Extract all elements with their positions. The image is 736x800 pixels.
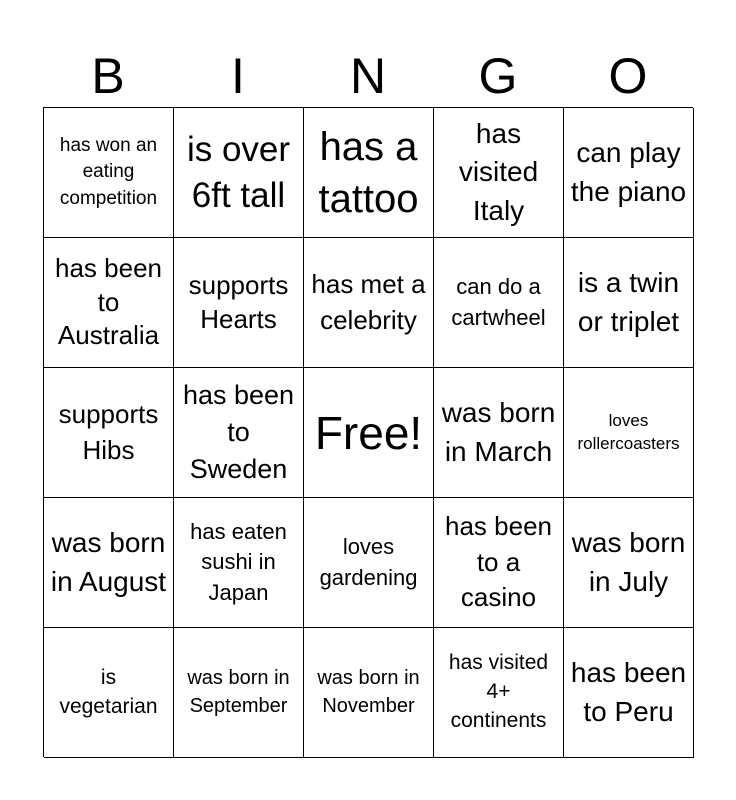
header-letter-b: B: [91, 48, 125, 104]
cell-text: loves rollercoasters: [577, 410, 680, 453]
header-letter-o: O: [608, 48, 648, 104]
cell-text: was born in July: [571, 526, 686, 597]
bingo-cell[interactable]: [434, 108, 564, 238]
bingo-cell[interactable]: [434, 238, 564, 368]
cell-text: has won an eating competition: [59, 135, 158, 209]
bingo-cell[interactable]: [174, 368, 304, 498]
bingo-cell[interactable]: [44, 498, 174, 628]
bingo-cell[interactable]: [174, 108, 304, 238]
cell-text: can play the piano: [570, 136, 687, 207]
bingo-cell[interactable]: [564, 238, 694, 368]
free-space-text: Free!: [314, 406, 423, 459]
bingo-cell[interactable]: [434, 628, 564, 758]
bingo-cell[interactable]: [304, 498, 434, 628]
cell-text: was born in November: [317, 666, 420, 717]
cell-text: has been to Australia: [55, 252, 162, 351]
cell-text: is a twin or triplet: [577, 266, 680, 337]
cell-text: has been to Peru: [570, 656, 687, 727]
bingo-cell[interactable]: [44, 108, 174, 238]
bingo-cell[interactable]: [434, 498, 564, 628]
bingo-cell[interactable]: [564, 368, 694, 498]
bingo-cell[interactable]: [304, 628, 434, 758]
cell-text: has been to Sweden: [182, 379, 295, 485]
cell-text: supports Hibs: [58, 399, 159, 465]
cell-text: has met a celebrity: [311, 268, 426, 335]
header-letter-n: N: [349, 48, 387, 104]
cell-text: was born in September: [187, 666, 290, 717]
cell-text: has been to a casino: [445, 510, 552, 613]
cell-text: has eaten sushi in Japan: [190, 518, 287, 605]
bingo-cell[interactable]: [174, 498, 304, 628]
cell-text: is vegetarian: [59, 665, 158, 718]
cell-text: loves gardening: [319, 534, 418, 590]
bingo-cell[interactable]: [174, 628, 304, 758]
cell-text: has a tattoo: [318, 124, 419, 221]
bingo-board: [43, 107, 693, 757]
cell-text: has visited Italy: [458, 117, 539, 226]
cell-text: supports Hearts: [188, 269, 289, 334]
free-space-cell[interactable]: [304, 368, 434, 498]
cell-text: was born in March: [441, 396, 556, 467]
bingo-cell[interactable]: [304, 238, 434, 368]
bingo-cell[interactable]: [174, 238, 304, 368]
bingo-cell[interactable]: [564, 498, 694, 628]
bingo-cell[interactable]: [44, 368, 174, 498]
cell-text: is over 6ft tall: [186, 130, 291, 215]
cell-text: was born in August: [50, 526, 167, 597]
header-letter-i: I: [231, 48, 245, 104]
bingo-cell[interactable]: [564, 628, 694, 758]
bingo-cell[interactable]: [304, 108, 434, 238]
bingo-cell[interactable]: [564, 108, 694, 238]
bingo-cell[interactable]: [44, 238, 174, 368]
cell-text: has visited 4+ continents: [448, 651, 549, 732]
header-letter-g: G: [478, 48, 518, 104]
cell-text: can do a cartwheel: [451, 274, 546, 330]
bingo-cell[interactable]: [44, 628, 174, 758]
bingo-cell[interactable]: [434, 368, 564, 498]
bingo-header: [43, 44, 693, 108]
